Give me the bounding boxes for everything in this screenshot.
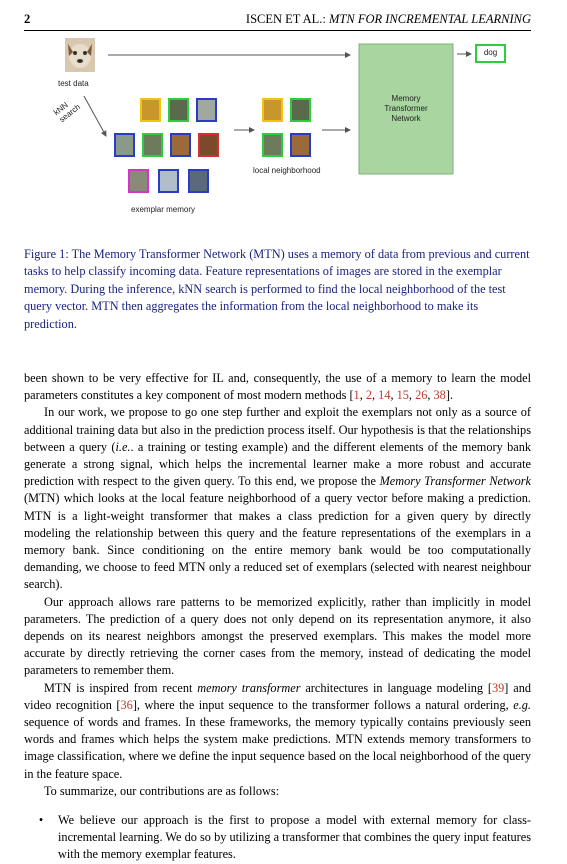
citation[interactable]: 1 — [353, 388, 360, 403]
citation[interactable]: 15 — [396, 388, 409, 403]
neighborhood-tile — [290, 133, 311, 157]
neighborhood-tile — [262, 133, 283, 157]
caption-text: The Memory Transformer Network (MTN) uses a memory of data from previous and current tasks to help classify incoming data. Feature representations of images are stored in the exemplar memory. During the inference, kNN search is performed to find the local neighborhood of the test query vector. MTN then aggregates the information from the local neighborhood to make its prediction. — [24, 247, 530, 331]
paragraph-1: been shown to be very effective for IL and, consequently, the use of a memory to learn the model parameters constitutes a key component of most modern methods [1, 2, 14, 15, 26, 38]. — [24, 371, 531, 403]
output-label: dog — [483, 48, 498, 57]
bullet-text: We believe our approach is the first to propose a model with external memory for class-incremental learning. We do so by utilizing a transformer that combines the query input features with the memory exemplar features. — [58, 813, 531, 862]
body-text — [24, 370, 531, 864]
exemplar-memory-label: exemplar memory — [131, 205, 196, 214]
paragraph-3: Our approach allows rare patterns to be memorized explicitly, rather than implicitly in model parameters. The prediction of a query does not only depend on its representation anymore, it also depends on its nearest neighbors amongst the preserved exemplars. This makes the model more accurate by directly retrieving the corner cases from the memory, instead of dedicating the model parameters to remember them. — [24, 594, 531, 678]
exemplar-tile — [128, 169, 149, 193]
citation[interactable]: 2 — [365, 388, 373, 403]
knn-label: kNN search — [52, 100, 83, 125]
running-head — [246, 12, 531, 27]
exemplar-tile — [114, 133, 135, 157]
exemplar-tile — [142, 133, 163, 157]
exemplar-tile — [168, 98, 189, 122]
knn-arrow — [84, 96, 106, 136]
neighborhood-tile — [290, 98, 311, 122]
page-header — [24, 12, 531, 30]
test-data-label: test data — [58, 79, 89, 88]
paragraph-4: MTN is inspired from recent memory transformer architectures in language modeling [39] and video recognition [36], where the input sequence to the transformer follows a natural ordering, e.g. sequence of words and frames. In these frameworks, the memory typically contains previously seen words and frames which helps the system make predictions. MTN extends memory transformers to image classification, where we define the input sequence based on the local neighborhood of the query in the feature space. — [24, 680, 531, 781]
citation[interactable]: 39 — [492, 680, 505, 695]
citation[interactable]: 36 — [120, 697, 133, 712]
paragraph-5: To summarize, our contributions are as follows: — [44, 783, 280, 798]
figure-caption — [24, 246, 531, 333]
exemplar-tile — [170, 133, 191, 157]
bullet-icon: • — [38, 813, 44, 828]
caption-label: Figure 1: — [24, 247, 69, 261]
page-number: 2 — [24, 12, 31, 26]
exemplar-tile — [158, 169, 179, 193]
neighborhood-label: local neighborhood — [253, 166, 321, 175]
paragraph-2: In our work, we propose to go one step further and exploit the exemplars not only as a source of additional training data but also in the prediction process itself. Our hypothesis is that the relationships between a query (i.e.. a training or testing example) and the different elements of the memory bank generate a strong signal, which helps the incremental learner make a more robust and accurate prediction with respect to the given query. To this end, we propose the Memory Transformer Network (MTN) which looks at the local feature neighborhood of a query vector before making a prediction. MTN is a light-weight transformer that makes a class prediction for a given query by directly modeling the relationship between this query and the feature representations of the exemplars in a memory bank. Since conditioning on the entire memory bank would be too computationally demanding, we choose to feed MTN only a reduced set of exemplars (selected with nearest neighbour search). — [24, 405, 531, 592]
exemplar-tile — [188, 169, 209, 193]
figure-diagram — [24, 34, 534, 220]
exemplar-tile — [198, 133, 219, 157]
running-head-title: MTN FOR INCREMENTAL LEARNING — [329, 12, 531, 26]
citation[interactable]: 26 — [415, 388, 428, 403]
contribution-bullet — [24, 812, 531, 864]
mtn-box-label: Memory Transformer Network — [384, 94, 428, 123]
figure-1 — [24, 34, 534, 220]
running-head-authors: ISCEN ET AL.: — [245, 12, 330, 26]
citation[interactable]: 14 — [378, 388, 391, 403]
exemplar-tile — [196, 98, 217, 122]
header-rule — [24, 30, 531, 31]
test-image — [65, 38, 95, 72]
exemplar-tile — [140, 98, 161, 122]
neighborhood-tile — [262, 98, 283, 122]
citation[interactable]: 38 — [433, 388, 446, 403]
